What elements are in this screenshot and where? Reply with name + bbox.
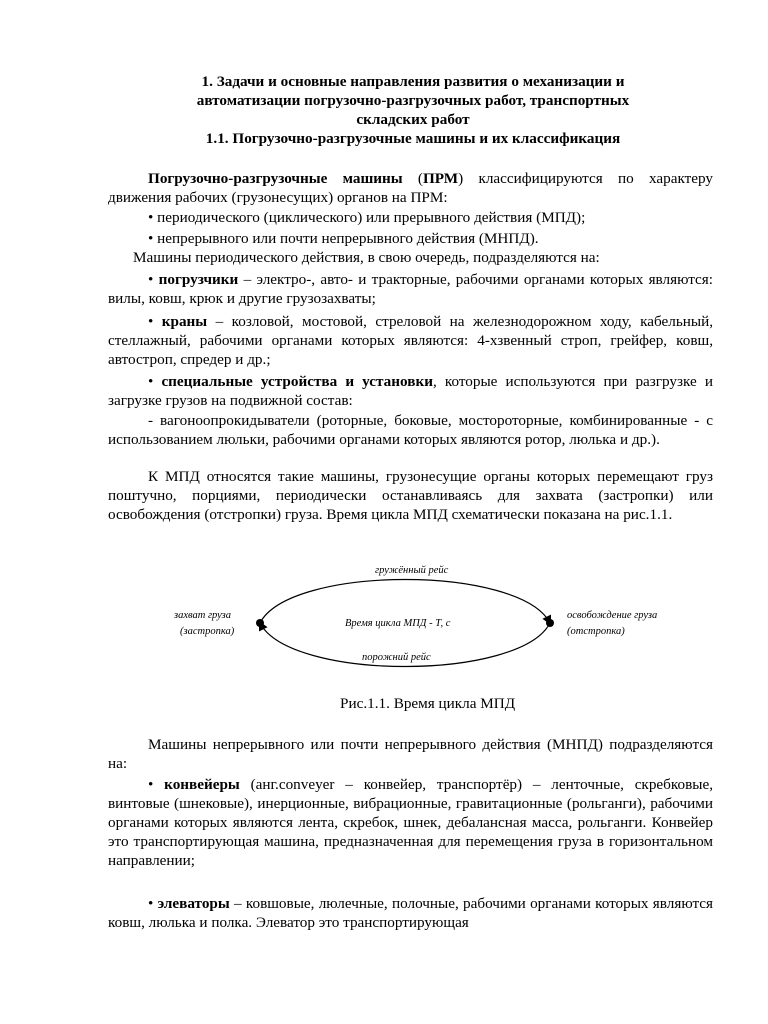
- loaders-text: – электро-, авто- и тракторные, рабочими органами которых являются: вилы, ковш, крюк и другие грузозахваты;: [108, 271, 713, 307]
- prm-abbr: ПРМ: [422, 170, 459, 187]
- pickup-label-1: захват груза: [174, 610, 232, 621]
- cycle-time-label: Время цикла МПД - Т, с: [345, 618, 451, 629]
- elevators-term: элеваторы: [157, 895, 230, 912]
- list-item: • периодического (циклического) или прерывного действия (МПД);: [148, 209, 586, 226]
- tippers-item: - вагоноопрокидыватели (роторные, боковые, мостороторные, комбинированные - с использованием люльки, рабочими органами которых являются ротор, люлька и др.).: [108, 412, 713, 448]
- bullet-symbol: •: [148, 313, 154, 330]
- cranes-term: краны: [161, 313, 208, 330]
- conveyors-term: конвейеры: [164, 776, 240, 793]
- loaders-term: погрузчики: [158, 271, 239, 288]
- elevators-item: [108, 894, 713, 932]
- bullet-symbol: •: [148, 776, 154, 793]
- heading-line-1: 1. Задачи и основные направления развития о механизации и: [201, 73, 625, 90]
- release-point: [546, 619, 554, 627]
- subdivide-text: Машины периодического действия, в свою очередь, подразделяются на:: [133, 249, 600, 266]
- release-label-2: (отстропка): [567, 626, 625, 637]
- release-label-1: освобождение груза: [567, 610, 658, 621]
- heading-line-3: складских работ: [356, 111, 470, 128]
- section-heading: [108, 72, 718, 148]
- intro-text: классифицируются по характеру движения рабочих (грузонесущих) органов на ПРМ:: [108, 170, 713, 206]
- bullet-symbol: •: [148, 373, 154, 390]
- subsection-heading: 1.1. Погрузочно-разгрузочные машины и их классификация: [205, 130, 621, 147]
- intro-paragraph: Погрузочно-разгрузочные машины (ПРМ) классифицируются по характеру движения рабочих (грузонесущих) органов на ПРМ:: [108, 170, 713, 206]
- bullet-symbol: •: [148, 271, 154, 288]
- loaders-item: [108, 270, 713, 308]
- special-term: специальные устройства и установки: [161, 373, 433, 390]
- conveyors-item: [108, 775, 713, 870]
- loaded-trip-label: гружённый рейс: [375, 565, 449, 576]
- pickup-point: [256, 619, 264, 627]
- elevators-text: – ковшовые, люлечные, полочные, рабочими органами которых являются ковш, люлька и полка. Элеватор это транспортирующая: [108, 895, 714, 931]
- continuous-intro: Машины непрерывного или почти непрерывного действия (МНПД) подразделяются на:: [108, 736, 713, 772]
- bullet-symbol: •: [148, 895, 154, 912]
- mpd-paragraph: К МПД относятся такие машины, грузонесущие органы которых перемещают груз поштучно, порциями, периодически останавливаясь для захвата (застропки) или освобождения (отстропки) груза. Время цикла МПД схематически показана на рис.1.1.: [108, 468, 713, 523]
- cranes-text: – козловой, мостовой, стреловой на железнодорожном ходу, кабельный, стеллажный, рабочими органами которых являются: 4-хзвенный строп, грейфер, ковш, автостроп, спредер и др.;: [108, 313, 713, 368]
- prm-term: Погрузочно-разгрузочные машины: [148, 170, 403, 187]
- special-item: [108, 372, 713, 410]
- figure-caption: Рис.1.1. Время цикла МПД: [340, 695, 516, 712]
- cranes-item: [108, 312, 713, 369]
- conveyors-text: (анг.conveyer – конвейер, транспортёр) – ленточные, скребковые, винтовые (шнековые), инерционные, вибрационные, гравитационные (рольганги), рабочими органами которых являются лента, скребок, шнек, дебалансная масса, рольганги. Конвейер это транспортирующая машина, предназначенная для перемещения груза в горизонтальном направлении;: [108, 776, 713, 869]
- heading-line-2: автоматизации погрузочно-разгрузочных работ, транспортных: [196, 92, 630, 109]
- empty-trip-label: порожний рейс: [362, 652, 431, 663]
- cycle-diagram: [150, 555, 690, 675]
- pickup-label-2: (застропка): [180, 626, 235, 637]
- special-text: , которые используются при разгрузке и загрузке грузов на подвижной состав:: [108, 373, 713, 409]
- list-item: • непрерывного или почти непрерывного действия (МНПД).: [148, 230, 539, 247]
